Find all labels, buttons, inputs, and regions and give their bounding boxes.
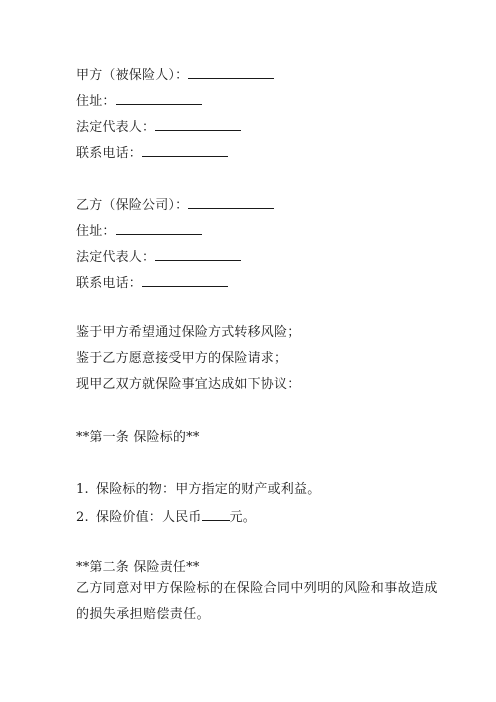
party-a-legal-rep-label: 法定代表人： [76,120,156,135]
party-b-phone-line [76,274,228,292]
party-a-name-blank[interactable] [188,66,274,79]
party-a-phone-label: 联系电话： [76,146,143,161]
party-a-address-line [76,92,202,110]
article-1-item-2 [76,508,256,526]
article-1-heading: **第一条 保险标的** [76,430,200,445]
article-2-heading: **第二条 保险责任** [76,560,200,575]
preamble-line-3: 现甲乙双方就保险事宜达成如下协议： [76,377,301,392]
party-a-address-label: 住址： [76,94,116,109]
party-a-legal-rep-blank[interactable] [155,118,241,131]
article-1-item-1 [76,482,320,498]
party-b-phone-blank[interactable] [142,274,228,287]
article-2-body: 乙方同意对甲方保险标的在保险合同中列明的风险和事故造成的损失承担赔偿责任。 [76,581,438,622]
party-a-phone-blank[interactable] [142,144,228,157]
party-a-legal-rep-line [76,118,241,136]
party-b-title-line [76,196,274,214]
party-b-name-blank[interactable] [188,196,274,209]
article-1-item-1-text: 保险标的物：甲方指定的财产或利益。 [96,482,321,497]
party-b-address-line [76,222,202,240]
party-a-address-blank[interactable] [116,92,202,105]
party-b-legal-rep-blank[interactable] [155,248,241,261]
insured-value-blank[interactable] [202,508,230,521]
preamble-line-1: 鉴于甲方希望通过保险方式转移风险； [76,325,301,340]
party-b-phone-label: 联系电话： [76,276,143,291]
party-b-legal-rep-label: 法定代表人： [76,250,156,265]
article-1-item-2-text-before: 保险价值：人民币 [96,510,202,525]
party-a-phone-line [76,144,228,162]
article-1-item-2-number: 2. [76,510,89,525]
party-b-legal-rep-line [76,248,241,266]
party-a-title-line [76,66,274,84]
article-1-item-2-text-after: 元。 [229,510,257,525]
article-1-item-1-number: 1. [76,482,89,497]
party-a-title-label: 甲方（被保险人）： [76,68,189,83]
party-b-title-label: 乙方（保险公司）： [76,198,189,213]
preamble-line-2: 鉴于乙方愿意接受甲方的保险请求； [76,351,288,366]
party-b-address-label: 住址： [76,224,116,239]
party-b-address-blank[interactable] [116,222,202,235]
